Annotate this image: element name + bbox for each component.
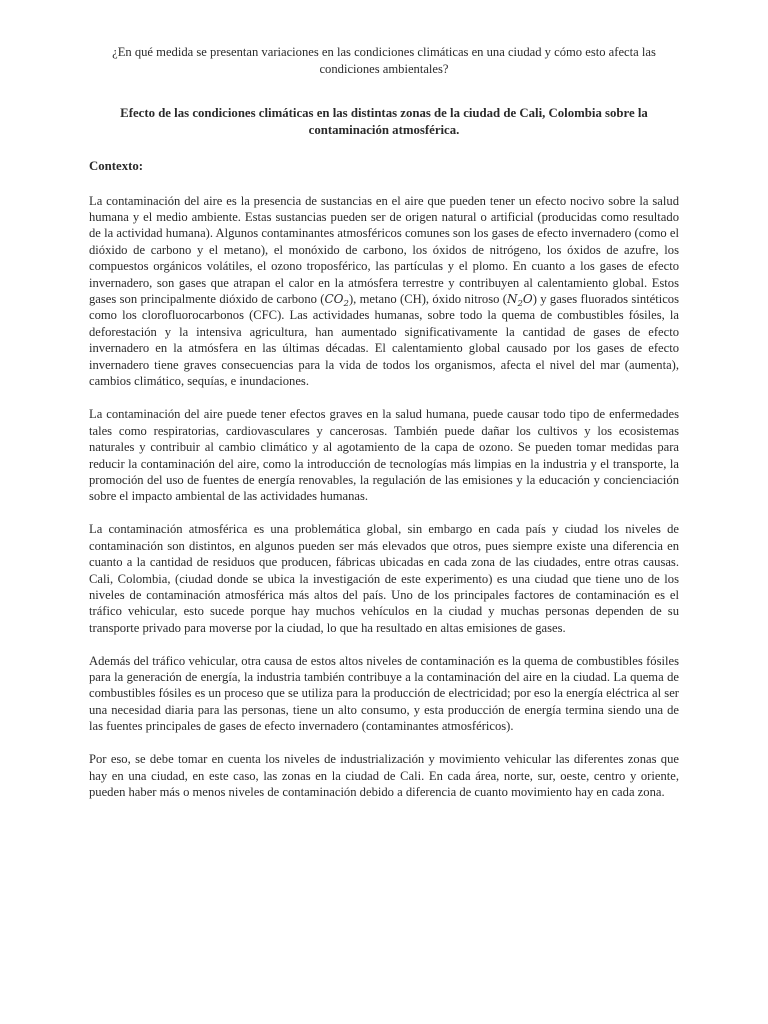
paragraph-2: La contaminación del aire puede tener efectos graves en la salud humana, puede causar todo tipo de enfermedades tales como respiratorias, cardiovasculares y cancerosas. También puede dañar los cultivos y los ecosistemas naturales y contribuir al cambio climático y al agotamiento de la capa de ozono. Se pueden tomar medidas para reducir la contaminación del aire, como la introducción de tecnologías más limpias en la industria y el transporte, la promoción del uso de fuentes de energía renovables, la regulación de las emisiones y la educación y concienciación sobre el impacto ambiental de las actividades humanas.: [89, 407, 679, 504]
document-page: [89, 44, 679, 817]
context-heading: Contexto:: [89, 159, 144, 173]
co2-formula: $CO_2$: [324, 291, 349, 309]
paragraph-1: [89, 193, 679, 390]
paragraph-1-part-a: La contaminación del aire es la presencia de sustancias en el aire que pueden tener un efecto nocivo sobre la salud humana y el medio ambiente. Estas sustancias pueden ser de origen natural o artificial (producidas como resultado de la actividad humana). Algunos contaminantes atmosféricos comunes son los gases de efecto invernadero (como el dióxido de carbono y el metano), el monóxido de carbono, los óxidos de nitrógeno, los óxidos de azufre, los compuestos orgánicos volátiles, el ozono troposférico, las partículas y el plomo. En cuanto a los gases de efecto invernadero, son gases que atrapan el calor en la atmósfera terrestre y contribuyen al calentamiento global. Estos gases son principalmente dióxido de carbono (: [89, 193, 679, 306]
paragraph-4: Además del tráfico vehicular, otra causa de estos altos niveles de contaminación es la quema de combustibles fósiles para la generación de energía, la industria también contribuye a la contaminación del aire en la ciudad. La quema de combustibles fósiles es un proceso que se utiliza para la producción de electricidad; por eso la energía eléctrica al ser una necesidad diaria para las personas, tiene un alto consumo, y esta producción de energía termina siendo una de las fuentes principales de gases de efecto invernadero (contaminantes atmosféricos).: [89, 653, 679, 734]
paragraph-1-part-c: ) y gases fluorados sintéticos como los clorofluorocarbonos (CFC). Las actividades humanas, sobre todo la quema de combustibles fósiles, la deforestación y la intensiva agricultura, han aumentado significativamente la cantidad de gases de efecto invernadero en la atmósfera en las últimas décadas. El calentamiento global causado por los gases de efecto invernadero tiene graves consecuencias para la vida de todos los organismos, afecta el nivel del mar (aumenta), cambios climático, sequías, e inundaciones.: [89, 291, 679, 388]
paragraph-1-part-b: ), metano (CH), óxido nitroso (: [348, 291, 507, 306]
research-question: ¿En qué medida se presentan variaciones en las condiciones climáticas en una ciudad y cómo esto afecta las condiciones ambientales?: [112, 45, 656, 76]
n2o-formula: $N_2O$: [506, 291, 533, 309]
document-title: Efecto de las condiciones climáticas en las distintas zonas de la ciudad de Cali, Colombia sobre la contaminación atmosférica.: [120, 106, 648, 137]
paragraph-3: La contaminación atmosférica es una problemática global, sin embargo en cada país y ciudad los niveles de contaminación son distintos, en algunos pueden ser más elevados que otros, pues siempre existe una diferencia en cuanto a la cantidad de residuos que producen, fábricas ubicadas en cada zona de las ciudades, entre otras causas. Cali, Colombia, (ciudad donde se ubica la investigación de este experimento) es una ciudad que tiene uno de los niveles de contaminación atmosférica más altos del país. Uno de los principales factores de contaminación es el tráfico vehicular, esto sucede porque hay muchos vehículos en la ciudad y muchas personas dependen de su transporte privado para moverse por la ciudad, lo que ha resultado en altas emisiones de gases.: [89, 522, 679, 635]
paragraph-5: Por eso, se debe tomar en cuenta los niveles de industrialización y movimiento vehicular las diferentes zonas que hay en una ciudad, en este caso, las zonas en la ciudad de Cali. En cada área, norte, sur, oeste, centro y oriente, pueden haber más o menos niveles de contaminación debido a diferencia de cuanto movimiento hay en cada zona.: [89, 752, 679, 799]
